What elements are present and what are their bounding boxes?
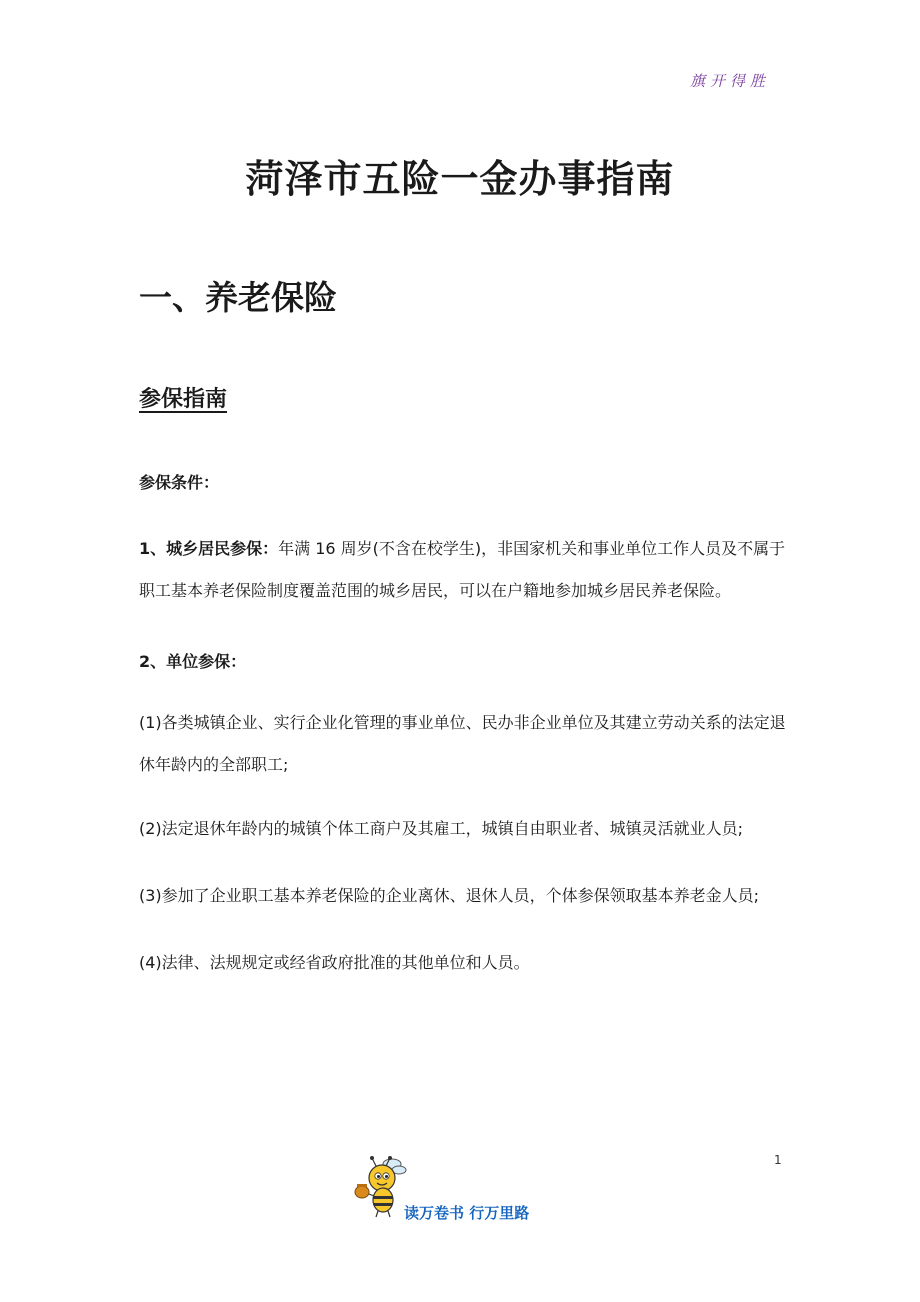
item-2-label: 2、单位参保：: [139, 652, 247, 671]
list-item: (2)法定退休年龄内的城镇个体工商户及其雇工，城镇自由职业者、城镇灵活就业人员;: [139, 819, 744, 838]
list-item: (1)各类城镇企业、实行企业化管理的事业单位、民办非企业单位及其建立劳动关系的法定退休年龄内的全部职工;: [139, 713, 786, 774]
sub-heading: 参保指南: [139, 387, 228, 412]
footer-slogan: 读万卷书 行万里路: [404, 1204, 530, 1222]
conditions-label: 参保条件：: [139, 473, 220, 492]
bee-mascot-icon: [352, 1150, 412, 1220]
footer-logo: [352, 1150, 552, 1230]
page-number: 1: [774, 1153, 782, 1167]
section-heading: 一、养老保险: [139, 278, 337, 317]
item-1-text: 年满 16 周岁(不含在校学生)，非国家机关和事业单位工作人员及不属于职工基本养老保险制度覆盖范围的城乡居民，可以在户籍地参加城乡居民养老保险。: [139, 539, 786, 600]
item-1-lead: 1、城乡居民参保：: [139, 539, 279, 558]
page-title: 菏泽市五险一金办事指南: [245, 157, 675, 201]
paragraph-item-1: [139, 528, 799, 612]
header-slogan: 旗开得胜: [690, 72, 771, 90]
list-item: (3)参加了企业职工基本养老保险的企业离休、退休人员，个体参保领取基本养老金人员;: [139, 886, 760, 905]
list-item: (4)法律、法规规定或经省政府批准的其他单位和人员。: [139, 953, 530, 972]
